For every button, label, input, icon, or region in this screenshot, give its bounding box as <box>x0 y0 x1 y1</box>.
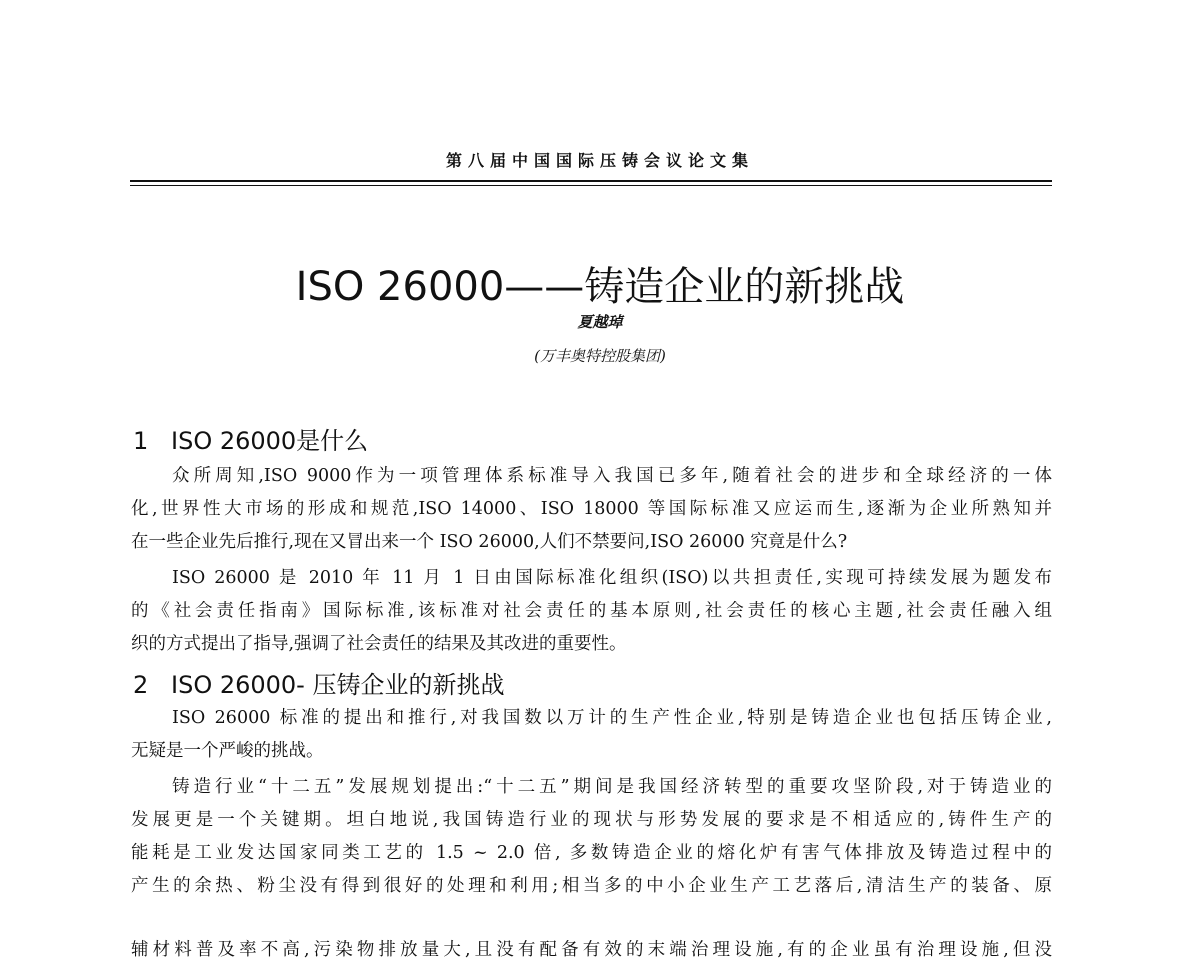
section-title: ISO 26000是什么 <box>171 427 369 455</box>
text-line: 发展更是一个关键期。坦白地说,我国铸造行业的现状与形势发展的要求是不相适应的,铸件生产的 <box>131 810 1052 830</box>
section-number: 1 <box>133 427 149 455</box>
affiliation: (万丰奥特控股集团) <box>534 347 666 365</box>
text-line: 的《社会责任指南》国际标准,该标准对社会责任的基本原则,社会责任的核心主题,社会责任融入组 <box>131 601 1052 621</box>
text-line: 织的方式提出了指导,强调了社会责任的结果及其改进的重要性。 <box>131 634 627 654</box>
section-heading-2 <box>133 665 504 700</box>
text-line: 铸造行业“十二五”发展规划提出:“十二五”期间是我国经济转型的重要攻坚阶段,对于铸造业的 <box>172 777 1052 797</box>
text-line: 无疑是一个严峻的挑战。 <box>131 741 324 761</box>
running-header: 第八届中国国际压铸会议论文集 <box>445 151 754 170</box>
author: 夏越琸 <box>577 313 623 331</box>
header-rule-thin <box>130 185 1052 186</box>
text-line: 产生的余热、粉尘没有得到很好的处理和利用;相当多的中小企业生产工艺落后,清洁生产的装备、原 <box>131 876 1052 896</box>
text-line: 能耗是工业发达国家同类工艺的 1.5 ~ 2.0 倍, 多数铸造企业的熔化炉有害气体排放及铸造过程中的 <box>131 843 1052 863</box>
text-line: 在一些企业先后推行,现在又冒出来一个 ISO 26000,人们不禁要问,ISO 26000 究竟是什么? <box>131 532 848 552</box>
section-heading-1 <box>133 421 368 456</box>
section-number: 2 <box>133 671 149 699</box>
text-line: ISO 26000 标准的提出和推行,对我国数以万计的生产性企业,特别是铸造企业也包括压铸企业, <box>172 708 1052 728</box>
paper-title: ISO 26000——铸造企业的新挑战 <box>295 264 905 310</box>
text-line: ISO 26000 是 2010 年 11 月 1 日由国际标准化组织(ISO)以共担责任,实现可持续发展为题发布 <box>172 568 1052 588</box>
section-title: ISO 26000- 压铸企业的新挑战 <box>171 671 505 699</box>
text-line: 辅材料普及率不高,污染物排放量大,且没有配备有效的末端治理设施,有的企业虽有治理设施,但没 <box>131 940 1052 960</box>
header-rule-thick <box>130 180 1052 182</box>
text-line: 化,世界性大市场的形成和规范,ISO 14000、ISO 18000 等国际标准又应运而生,逐渐为企业所熟知并 <box>131 499 1052 519</box>
text-line: 众所周知,ISO 9000作为一项管理体系标准导入我国已多年,随着社会的进步和全球经济的一体 <box>172 466 1052 486</box>
